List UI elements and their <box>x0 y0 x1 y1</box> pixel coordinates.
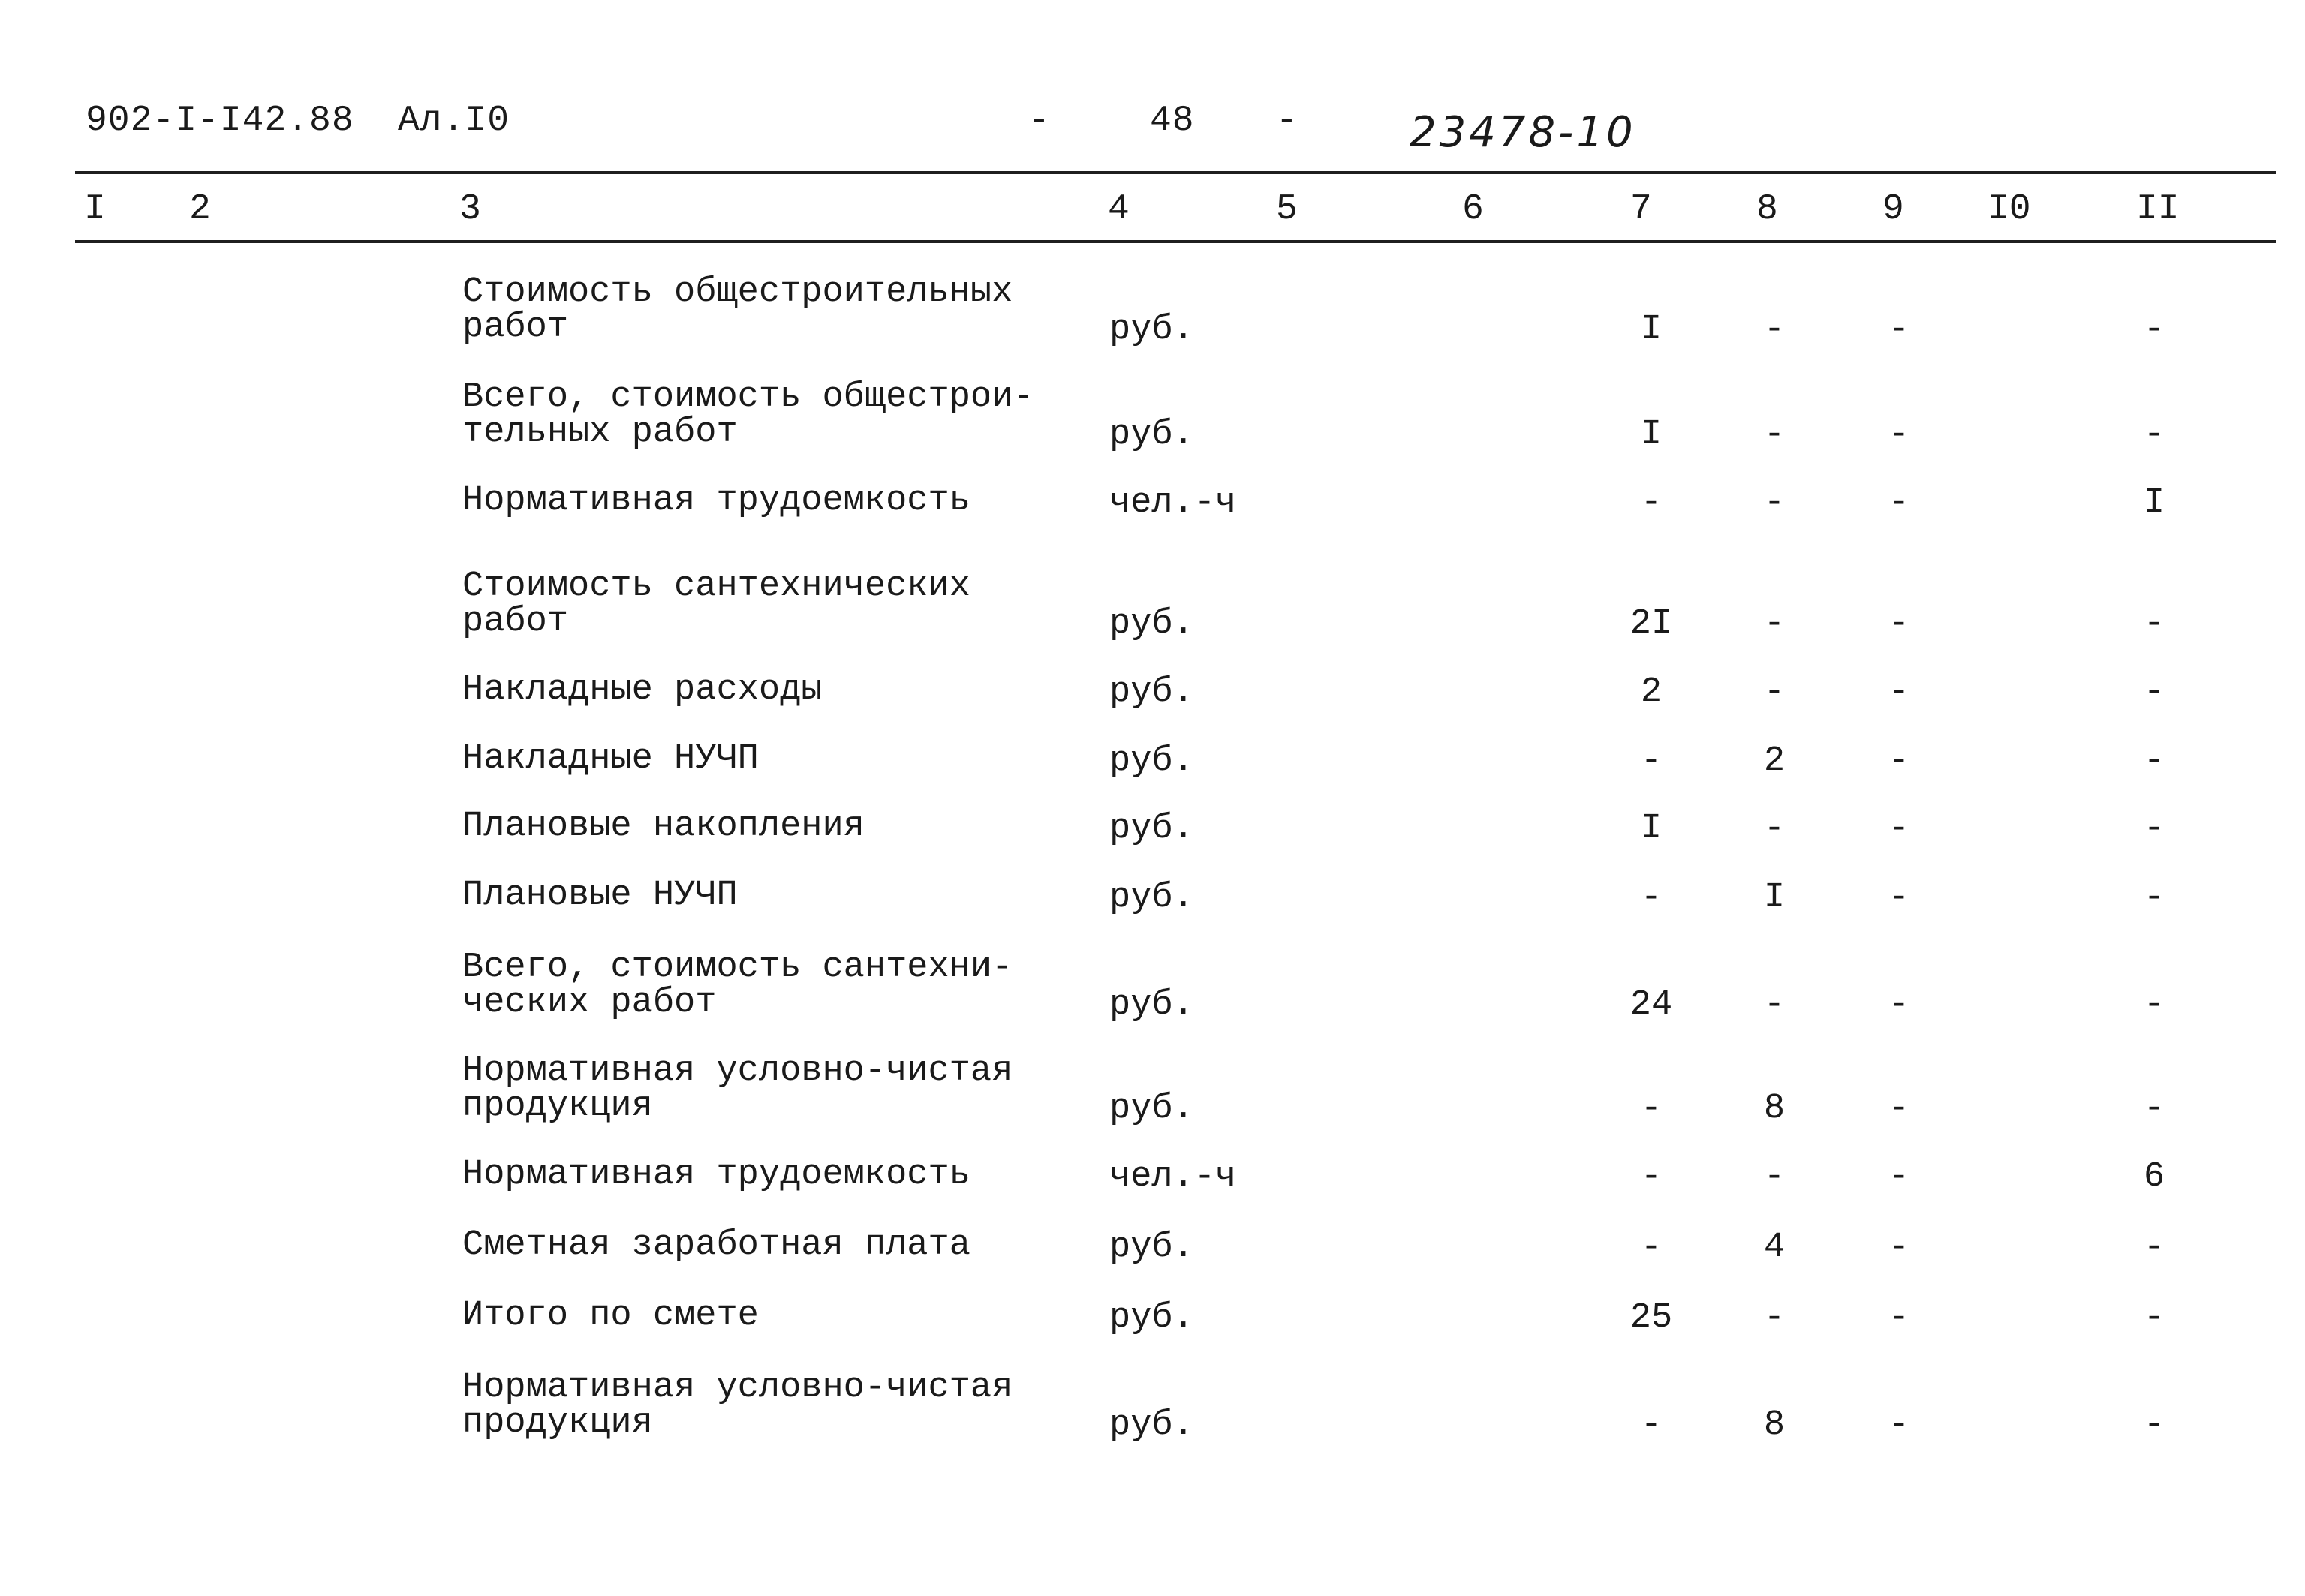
row-value-c9: - <box>1888 604 1910 644</box>
row-value-c8: - <box>1763 985 1786 1025</box>
row-value-c7: 2 <box>1640 672 1663 712</box>
row-value-c9: - <box>1888 483 1910 523</box>
row-value-c7: - <box>1640 878 1663 918</box>
row-value-c7: - <box>1640 1405 1663 1445</box>
row-value-c8: - <box>1763 809 1786 849</box>
dash-right: - <box>1276 101 1298 141</box>
row-unit: руб. <box>1109 415 1194 455</box>
row-value-c7: - <box>1640 1228 1663 1267</box>
row-value-c7: I <box>1640 310 1663 350</box>
row-name: Нормативная условно-чистая продукция <box>462 1368 1013 1443</box>
row-unit: руб. <box>1109 310 1194 350</box>
col-header-7: 7 <box>1630 189 1652 230</box>
row-name: Нормативная трудоемкость <box>462 481 970 521</box>
row-value-c11: - <box>2143 741 2165 781</box>
row-value-c9: - <box>1888 741 1910 781</box>
row-unit: руб. <box>1109 1228 1194 1267</box>
col-header-10: I0 <box>1988 189 2031 230</box>
row-value-c7: - <box>1640 1157 1663 1197</box>
page-number: 48 <box>1150 101 1195 141</box>
row-value-c11: - <box>2143 1089 2165 1129</box>
row-value-c7: 24 <box>1629 985 1673 1025</box>
row-value-c7: - <box>1640 741 1663 781</box>
col-header-5: 5 <box>1276 189 1298 230</box>
row-value-c11: I <box>2143 483 2165 523</box>
row-name: Итого по смете <box>462 1296 759 1336</box>
row-value-c8: I <box>1763 878 1786 918</box>
row-value-c9: - <box>1888 310 1910 350</box>
row-value-c9: - <box>1888 1157 1910 1197</box>
row-value-c11: - <box>2143 310 2165 350</box>
row-value-c9: - <box>1888 1405 1910 1445</box>
row-name: Стоимость сантехнических работ <box>462 567 970 642</box>
row-value-c9: - <box>1888 415 1910 455</box>
row-value-c7: I <box>1640 415 1663 455</box>
row-name: Плановые НУЧП <box>462 876 738 915</box>
col-header-1: I <box>84 189 106 230</box>
handwritten-number: 23478-10 <box>1410 108 1636 157</box>
col-header-9: 9 <box>1882 189 1904 230</box>
doc-code: 902-I-I42.88 <box>86 101 354 141</box>
row-value-c7: 25 <box>1629 1298 1673 1338</box>
row-value-c8: - <box>1763 310 1786 350</box>
row-value-c7: I <box>1640 809 1663 849</box>
row-value-c7: - <box>1640 483 1663 523</box>
row-value-c9: - <box>1888 672 1910 712</box>
row-unit: руб. <box>1109 1405 1194 1445</box>
row-unit: руб. <box>1109 985 1194 1025</box>
row-unit: руб. <box>1109 741 1194 781</box>
col-header-6: 6 <box>1462 189 1484 230</box>
row-value-c8: 8 <box>1763 1405 1786 1445</box>
row-value-c9: - <box>1888 1228 1910 1267</box>
header-rule-top <box>75 171 2276 174</box>
row-value-c9: - <box>1888 985 1910 1025</box>
row-value-c8: 4 <box>1763 1228 1786 1267</box>
row-unit: руб. <box>1109 604 1194 644</box>
col-header-11: II <box>2136 189 2180 230</box>
row-value-c11: - <box>2143 1405 2165 1445</box>
row-value-c11: - <box>2143 985 2165 1025</box>
row-value-c11: - <box>2143 1298 2165 1338</box>
row-name: Стоимость общестроительных работ <box>462 272 1013 347</box>
row-value-c9: - <box>1888 878 1910 918</box>
header-rule-bottom <box>75 240 2276 243</box>
row-value-c11: - <box>2143 604 2165 644</box>
row-value-c11: - <box>2143 809 2165 849</box>
dash-left: - <box>1028 101 1051 141</box>
row-unit: руб. <box>1109 1298 1194 1338</box>
col-header-2: 2 <box>189 189 211 230</box>
row-value-c7: - <box>1640 1089 1663 1129</box>
row-value-c8: - <box>1763 672 1786 712</box>
row-unit: чел.-ч <box>1109 483 1237 523</box>
row-unit: руб. <box>1109 1089 1194 1129</box>
row-unit: руб. <box>1109 672 1194 712</box>
row-value-c8: 8 <box>1763 1089 1786 1129</box>
row-value-c9: - <box>1888 1089 1910 1129</box>
row-value-c11: - <box>2143 415 2165 455</box>
row-name: Нормативная трудоемкость <box>462 1155 970 1195</box>
row-value-c11: - <box>2143 1228 2165 1267</box>
row-unit: руб. <box>1109 809 1194 849</box>
row-name: Всего, стоимость сантехни- ческих работ <box>462 948 1013 1023</box>
row-name: Нормативная условно-чистая продукция <box>462 1051 1013 1126</box>
row-name: Всего, стоимость общестрои- тельных работ <box>462 377 1034 452</box>
row-value-c9: - <box>1888 809 1910 849</box>
row-name: Накладные НУЧП <box>462 739 759 779</box>
row-unit: чел.-ч <box>1109 1157 1237 1197</box>
sheet-label: Ал.I0 <box>398 101 510 141</box>
row-name: Сметная заработная плата <box>462 1225 970 1265</box>
row-unit: руб. <box>1109 878 1194 918</box>
row-value-c7: 2I <box>1629 604 1673 644</box>
row-value-c9: - <box>1888 1298 1910 1338</box>
col-header-4: 4 <box>1108 189 1130 230</box>
row-value-c11: 6 <box>2143 1157 2165 1197</box>
row-value-c11: - <box>2143 878 2165 918</box>
row-value-c8: 2 <box>1763 741 1786 781</box>
col-header-8: 8 <box>1756 189 1778 230</box>
col-header-3: 3 <box>459 189 481 230</box>
row-value-c8: - <box>1763 604 1786 644</box>
row-name: Плановые накопления <box>462 807 865 846</box>
row-value-c11: - <box>2143 672 2165 712</box>
row-value-c8: - <box>1763 1157 1786 1197</box>
row-value-c8: - <box>1763 483 1786 523</box>
row-name: Накладные расходы <box>462 670 823 710</box>
row-value-c8: - <box>1763 415 1786 455</box>
row-value-c8: - <box>1763 1298 1786 1338</box>
